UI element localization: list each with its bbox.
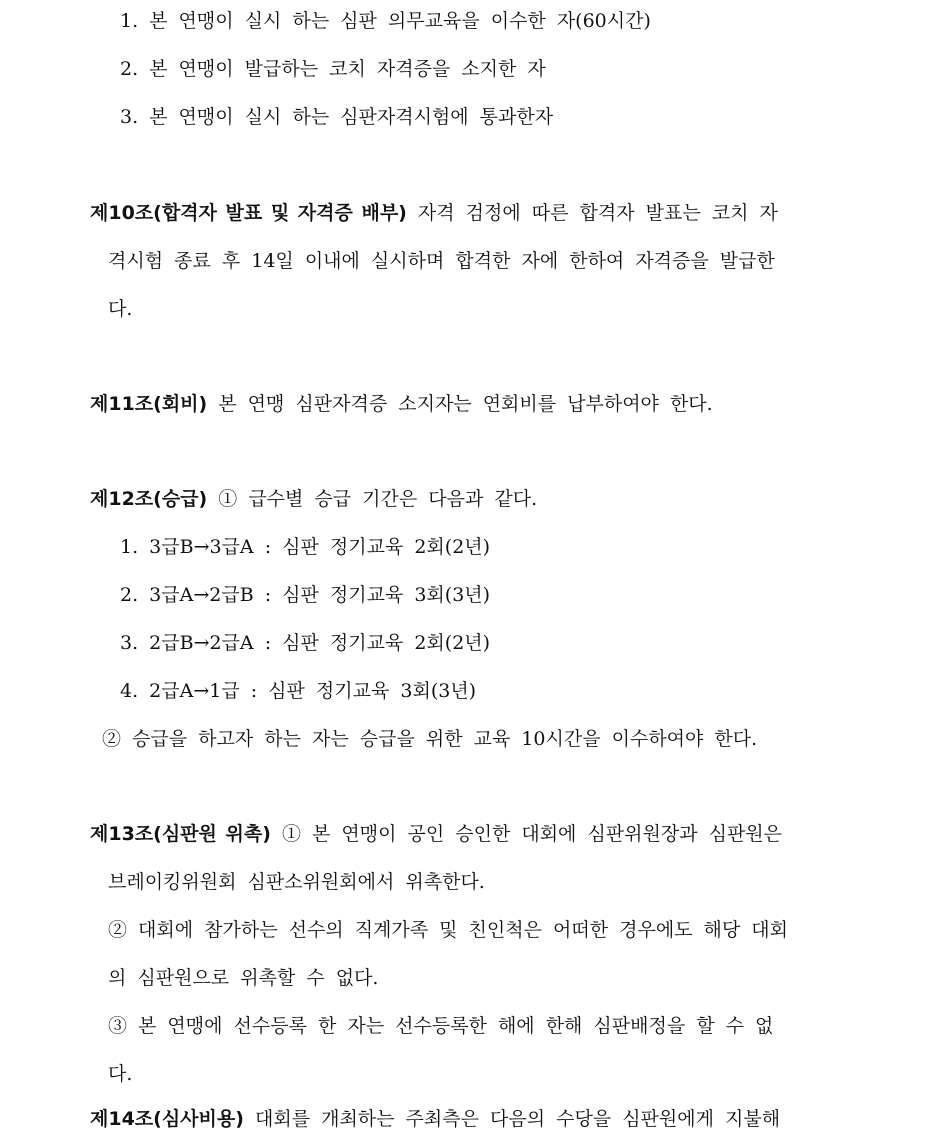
article-12-intro: ① 급수별 승급 기간은 다음과 같다.: [218, 488, 538, 510]
article-13-text-1: ① 본 연맹이 공인 승인한 대회에 심판위원장과 심판원은: [281, 823, 783, 845]
article-11-line: [90, 395, 713, 414]
article-10-line-3: 다.: [108, 298, 133, 320]
qualification-item-3: 3. 본 연맹이 실시 하는 심판자격시험에 통과한자: [120, 106, 554, 128]
article-13-line-4: 의 심판원으로 위촉할 수 없다.: [108, 967, 379, 989]
article-14-heading: 제14조(심사비용): [90, 1108, 244, 1130]
article-11-text: 본 연맹 심판자격증 소지자는 연회비를 납부하여야 한다.: [218, 393, 713, 415]
promotion-item-3: 3. 2급B→2급A : 심판 정기교육 2회(2년): [120, 632, 491, 654]
qualification-item-2: 2. 본 연맹이 발급하는 코치 자격증을 소지한 자: [120, 58, 546, 80]
article-10-line-1: [90, 204, 778, 223]
promotion-item-4: 4. 2급A→1급 : 심판 정기교육 3회(3년): [120, 680, 477, 702]
promotion-item-2: 2. 3급A→2급B : 심판 정기교육 3회(3년): [120, 584, 491, 606]
article-13-line-1: [90, 825, 782, 844]
article-13-line-3: ② 대회에 참가하는 선수의 직계가족 및 친인척은 어떠한 경우에도 해당 대회: [108, 919, 789, 941]
article-13-heading: 제13조(심판원 위촉): [90, 823, 271, 845]
promotion-item-1: 1. 3급B→3급A : 심판 정기교육 2회(2년): [120, 536, 491, 558]
article-10-heading: 제10조(합격자 발표 및 자격증 배부): [90, 202, 407, 224]
article-13-line-6: 다.: [108, 1063, 133, 1085]
article-12-para-2: ② 승급을 하고자 하는 자는 승급을 위한 교육 10시간을 이수하여야 한다.: [102, 728, 758, 750]
article-10-text-1: 자격 검정에 따른 합격자 발표는 코치 자: [417, 202, 778, 224]
article-12-heading: 제12조(승급): [90, 488, 208, 510]
article-11-heading: 제11조(회비): [90, 393, 208, 415]
qualification-item-1: 1. 본 연맹이 실시 하는 심판 의무교육을 이수한 자(60시간): [120, 10, 651, 32]
article-14-line: [90, 1110, 780, 1129]
article-13-line-2: 브레이킹위원회 심판소위원회에서 위촉한다.: [108, 871, 485, 893]
article-10-line-2: 격시험 종료 후 14일 이내에 실시하며 합격한 자에 한하여 자격증을 발급한: [108, 250, 775, 272]
article-14-text: 대회를 개최하는 주최측은 다음의 수당을 심판원에게 지불해: [254, 1108, 781, 1130]
article-12-line: [90, 490, 537, 509]
article-13-line-5: ③ 본 연맹에 선수등록 한 자는 선수등록한 해에 한해 심판배정을 할 수 없: [108, 1015, 774, 1037]
